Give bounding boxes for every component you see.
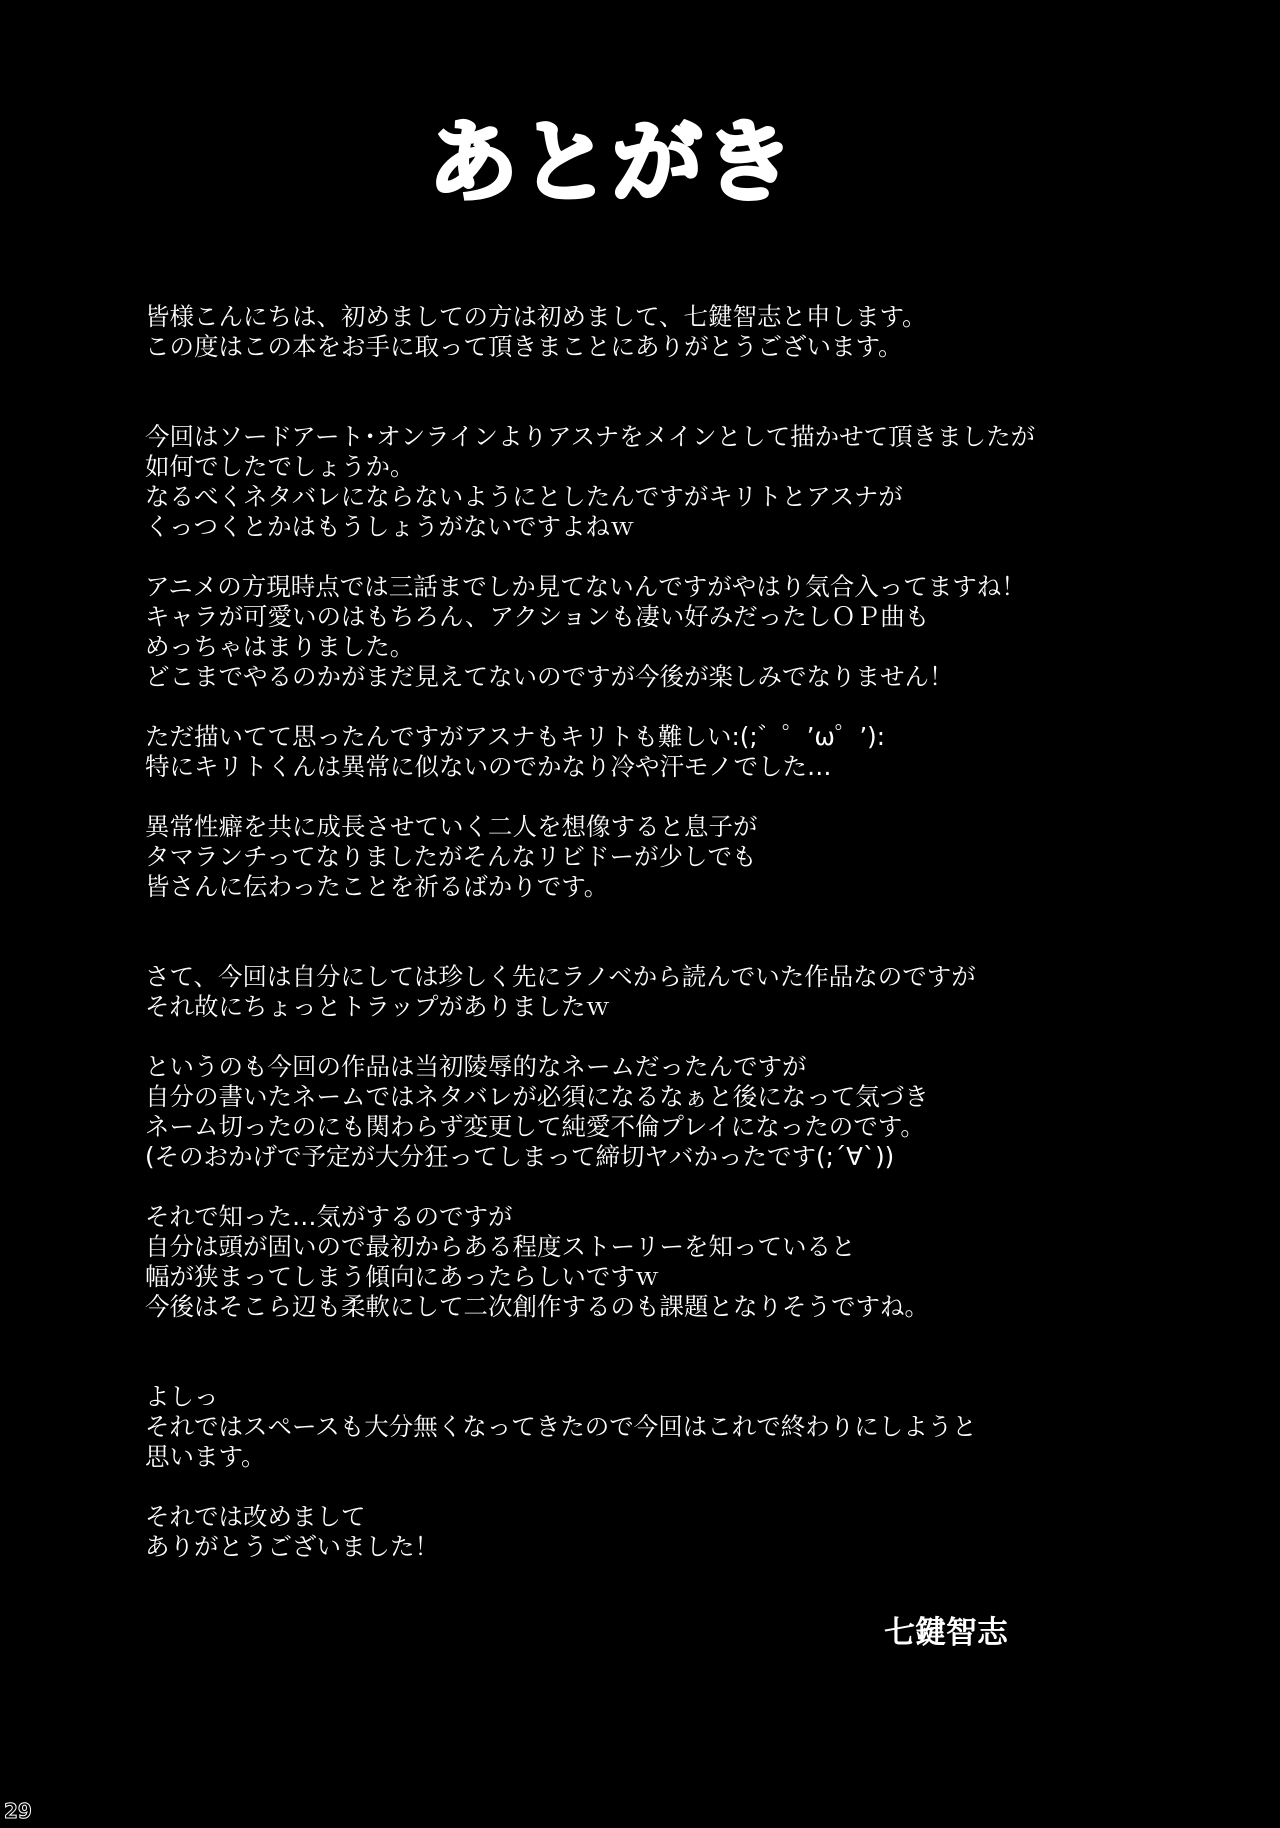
paragraph-about-work: 今回はソードアート･オンラインよりアスナをメインとして描かせて頂きましたが 如何でしたでしょうか。 なるべくネタバレにならないようにとしたんですがキリトとアスナが くっつくとかはもうしょうがないですよねｗ [145,422,1036,541]
paragraph-closing: よしっ それではスペースも大分無くなってきたので今回はこれで終わりにしようと 思います。 [145,1382,977,1471]
paragraph-thanks: それでは改めまして ありがとうございました！ [145,1502,439,1561]
paragraph-name-change: というのも今回の作品は当初陵辱的なネームだったんですが 自分の書いたネームではネタバレが必須になるなぁと後になって気づき ネーム切ったのにも関わらず変更して純愛不倫プレイになったのです。 (そのおかげで予定が大分狂ってしまって締切ヤバかったです(;´∀`)) [145,1052,929,1171]
author-signature: 七鍵智志 [884,1615,1008,1651]
paragraph-anime: アニメの方現時点では三話までしか見てないんですがやはり気合入ってますね！ キャラが可愛いのはもちろん、アクションも凄い好みだったしＯＰ曲も めっちゃはまりました。 どこまでやるのかがまだ見えてないのですが今後が楽しみでなりません！ [145,572,1026,691]
paragraph-lesson: それで知った…気がするのですが 自分は頭が固いので最初からある程度ストーリーを知っていると 幅が狭まってしまう傾向にあったらしいですｗ 今後はそこら辺も柔軟にして二次創作するのも課題となりそうですね。 [145,1202,929,1321]
page-number: 29 [4,1799,32,1823]
afterword-title: あとがき [428,110,796,215]
paragraph-wish: 異常性癖を共に成長させていく二人を想像すると息子が タマランチってなりましたがそんなリビドーが少しでも 皆さんに伝わったことを祈るばかりです。 [145,812,758,901]
afterword-body [145,302,1185,1562]
paragraph-greeting: 皆様こんにちは、初めましての方は初めまして、七鍵智志と申します。 この度はこの本をお手に取って頂きまことにありがとうございます。 [145,302,927,361]
paragraph-light-novel: さて、今回は自分にしては珍しく先にラノベから読んでいた作品なのですが それ故にちょっとトラップがありましたｗ [145,962,976,1021]
paragraph-drawing-difficulty: ただ描いてて思ったんですがアスナもキリトも難しい:(;゛゜’ω゜’): 特にキリトくんは異常に似ないのでかなり冷や汗モノでした… [145,722,885,781]
